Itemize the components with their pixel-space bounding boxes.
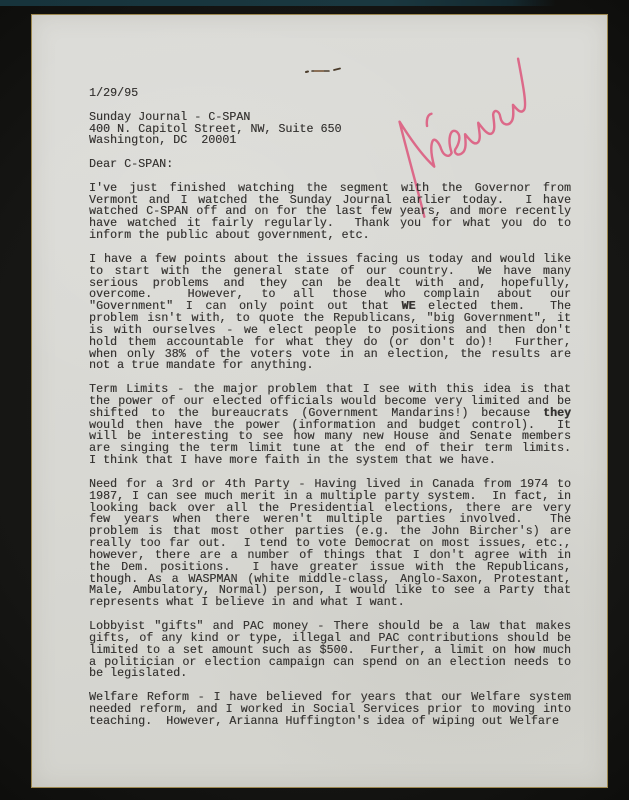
- letter-line: limited to a set amount such as $500. Further, a limit on how much: [89, 642, 571, 657]
- address-line-2: 400 N. Capitol Street, NW, Suite 650: [89, 121, 342, 136]
- letter-line: inform the public about government, etc.: [89, 228, 370, 243]
- letter-page: [31, 14, 608, 788]
- letter-line: are singing the term limit tune at the end of their term limits.: [89, 441, 571, 456]
- letter-line: shifted to the bureaucrats (Government Mandarins!) because they: [89, 405, 571, 420]
- letter-line: watched C-SPAN off and on for the last few years, and more recently: [89, 204, 571, 219]
- letter-line: overcome. However, to all those who complain about our: [89, 287, 571, 302]
- letter-line: I think that I have more faith in the system that we have.: [89, 453, 496, 468]
- letter-line: Welfare Reform - I have believed for years that our Welfare system: [89, 690, 571, 705]
- letter-content: [89, 88, 571, 739]
- letter-line: have watched it fairly regularly. Thank you for what you do to: [89, 216, 571, 231]
- address-line-3: Washington, DC 20001: [89, 133, 237, 148]
- letter-line: a politician or election campaign can spend on an election needs to: [89, 654, 571, 669]
- letter-line: the Dem. positions. I have greater issue with the Republicans,: [89, 559, 571, 574]
- letter-paragraph: [89, 384, 571, 467]
- letter-paragraph: [89, 618, 571, 681]
- letter-line: problem isn't with, to quote the Republicans, "big Government", it: [89, 311, 571, 326]
- letter-body: [89, 180, 571, 728]
- letter-line: few years when there weren't multiple parties involved. The: [89, 512, 571, 527]
- letter-line: Need for a 3rd or 4th Party - Having lived in Canada from 1974 to: [89, 476, 571, 491]
- letter-line: would then have the power (information and budget control). It: [89, 417, 571, 432]
- letter-line: "Government" I can only point out that WE elected them. The: [89, 299, 571, 314]
- letter-line: I have a few points about the issues facing us today and would like: [89, 251, 571, 266]
- letter-line: to start with the general state of our country. We have many: [89, 263, 571, 278]
- letter-line: when only 38% of the voters vote in an election, the results are: [89, 346, 571, 361]
- letter-line: be legislated.: [89, 666, 188, 681]
- recipient-address: [89, 109, 571, 148]
- letter-line: Term Limits - the major problem that I see with this idea is that: [89, 382, 571, 397]
- letter-paragraph: [89, 180, 571, 243]
- letter-line: needed reform, and I worked in Social Services prior to moving into: [89, 701, 571, 716]
- letter-line: not a true mandate for anything.: [89, 358, 314, 373]
- letter-line: teaching. However, Arianna Huffington's idea of wiping out Welfare: [89, 713, 559, 728]
- letter-line: though. As a WASPMAN (white middle-class, Anglo-Saxon, Protestant,: [89, 571, 571, 586]
- letter-date: 1/29/95: [89, 86, 139, 100]
- letter-line: hold them accountable for what they do (or don't do)! Further,: [89, 334, 571, 349]
- letter-line: looking back over all the Presidential elections, there are very: [89, 500, 571, 515]
- letter-line: is with ourselves - we elect people to positions and then don't: [89, 322, 571, 337]
- letter-paragraph: [89, 692, 571, 728]
- letter-line: I've just finished watching the segment with the Governor from: [89, 180, 571, 195]
- salutation: Dear C-SPAN:: [89, 157, 174, 172]
- letter-line: really too far out. I tend to vote Democrat on most issues, etc.,: [89, 536, 571, 551]
- letter-line: serious problems and they can be dealt with and, hopefully,: [89, 275, 571, 290]
- letter-line: problem is that most other parties (e.g. the John Bircher's) are: [89, 524, 571, 539]
- letter-paragraph: [89, 251, 571, 373]
- letter-line: the power of our elected officials would become very limited and be: [89, 393, 571, 408]
- letter-line: Male, Ambulatory, Normal) person, I would like to see a Party that: [89, 583, 571, 598]
- letter-line: Vermont and I watched the Sunday Journal earlier today. I have: [89, 192, 571, 207]
- letter-paragraph: [89, 476, 571, 610]
- letter-line: however, there are a number of things that I don't agree with in: [89, 547, 571, 562]
- letter-line: will be interesting to see how many new House and Senate members: [89, 429, 571, 444]
- address-line-1: Sunday Journal - C-SPAN: [89, 109, 251, 124]
- letter-line: represents what I believe in and what I want.: [89, 595, 405, 610]
- pen-scribble-mark: [300, 62, 354, 78]
- letter-line: gifts, of any kind or type, illegal and PAC contributions should be: [89, 630, 571, 645]
- letter-line: Lobbyist "gifts" and PAC money - There should be a law that makes: [89, 618, 571, 633]
- letter-line: 1987, I can see much merit in a multiple party system. In fact, in: [89, 488, 571, 503]
- scan-edge-artifact: [0, 0, 556, 6]
